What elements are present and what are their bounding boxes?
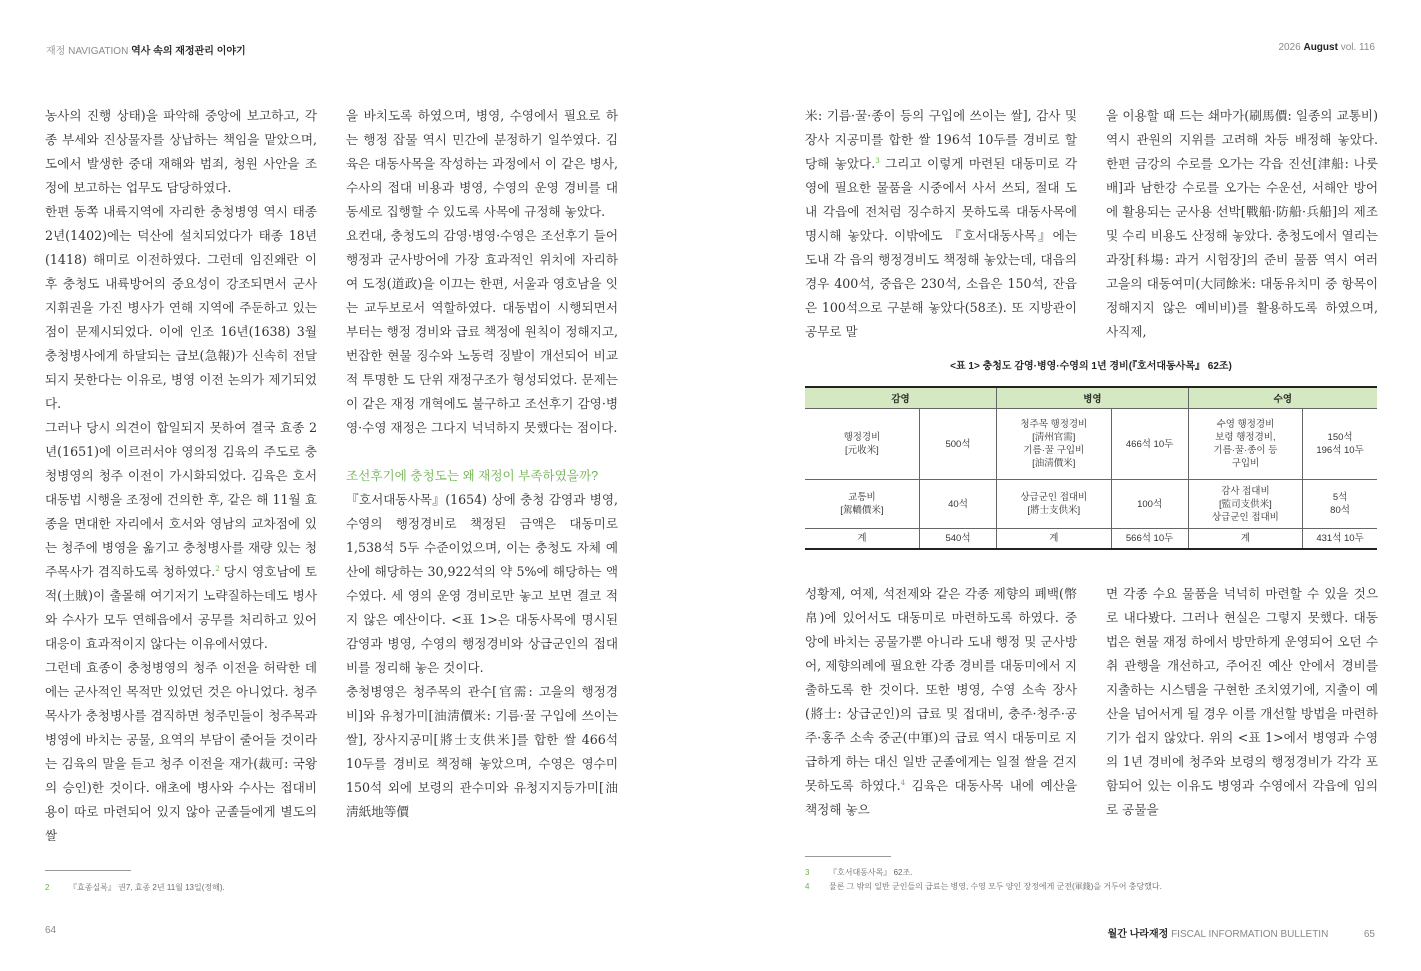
table-row [805,409,1377,480]
table-cell: 행정경비 [元收米] [805,409,919,480]
table-cell: 500석 [919,409,996,480]
table-cell: 상급군인 접대비 [將士支供米] [997,480,1111,529]
header-byeongyeong: 병영 [997,387,1189,409]
table-total-row [805,529,1377,550]
body-column-2 [346,104,618,824]
body-column-4 [1106,104,1378,344]
paragraph: 을 바치도록 하였으며, 병영, 수영에서 필요로 하는 행정 잡물 역시 민간에 분정하기 일쑤였다. 김육은 대동사목을 작성하는 과정에서 이 같은 병사, 수사의 접대 비용과 병영, 수영의 운영 경비를 대동세로 집행할 수 있도록 사목에 규정해 놓았다. [346,108,618,219]
table-cell: 40석 [919,480,996,529]
paragraph: 그러나 당시 의견이 합일되지 못하여 결국 효종 2년(1651)에 이르러서야 영의정 김육의 주도로 충청병영의 청주 이전이 가시화되었다. 김육은 호서대동법 시행을 조정에 건의한 후, 같은 해 11월 효종을 면대한 자리에서 호서와 영남의 교차점에 있는 청주에 병영을 옮기고 충청병사를 재량 있는 청주목사가 겸직하도록 청하였다.$^2$ 당시 영호남에 토적(土賊)이 출몰해 여기저기 노략질하는데도 병사와 수사가 모두 연해읍에서 공무를 처리하고 있어 대응이 효과적이지 않다는 이유에서였다. [45,420,317,651]
magazine-section: 재정 NAVIGATION [46,46,129,57]
page-number-left: 64 [45,925,57,936]
table-cell: 청주목 행정경비 [淸州官需] 기름·꿀 구입비 [油淸價米] [997,409,1111,480]
table-cell: 교통비 [駕轎價米] [805,480,919,529]
table-row [805,480,1377,529]
paragraph: 성황제, 여제, 석전제와 같은 각종 제향의 폐백(幣帛)에 있어서도 대동미로 마련하도록 하였다. 중앙에 바치는 공물가뿐 아니라 도내 행정 및 군사방어, 제향의례에 필요한 각종 경비를 대동미에서 지출하도록 한 것이다. 또한 병영, 수영 소속 장사(將士: 상급군인)의 급료 및 접대비, 충주·청주·공주·홍주 소속 중군(中軍)의 급료 역시 대동미로 지급하게 하는 대신 일반 군졸에게는 일절 쌀을 걷지 못하도록 하였다.$^4$ 김육은 대동사목 내에 예산을 책정해 놓으 [805,586,1077,817]
paragraph: 농사의 진행 상태)을 파악해 중앙에 보고하고, 각종 부세와 진상물자를 상납하는 책임을 맡았으며, 도에서 발생한 중대 재해와 범죄, 청원 사안을 조정에 보고하는 업무도 담당하였다. [45,108,317,195]
footer-right [1108,925,1375,940]
body-column-1 [45,104,317,848]
table-cell: 감사 접대비 [監司支供米] 상급군인 접대비 [1188,480,1302,529]
magazine-name-en: FISCAL INFORMATION BULLETIN [1171,929,1329,940]
table-cell: 540석 [919,529,996,550]
table-cell: 566석 10두 [1111,529,1188,550]
header-suyeong: 수영 [1188,387,1377,409]
footnote-divider [805,856,891,857]
table-cell: 수영 행정경비 보령 행정경비, 기름·꿀·종이 등 구입비 [1188,409,1302,480]
magazine-name: 월간 나라재정 [1107,929,1169,940]
footnote: 2 『효종실록』 권7, 효종 2년 11월 13일(정해). [45,883,225,892]
table-cell: 5석 80석 [1303,480,1377,529]
table-cell: 계 [1188,529,1302,550]
table-cell: 150석 196석 10두 [1303,409,1377,480]
issue-year: 2026 [1278,42,1301,53]
paragraph: 면 각종 수요 물품을 넉넉히 마련할 수 있을 것으로 내다봤다. 그러나 현실은 그렇지 못했다. 대동법은 현물 재정 하에서 방만하게 운영되어 오던 수취 관행을 개선하고, 주어진 예산 안에서 경비를 지출하는 시스템을 구현한 조치였기에, 지출이 예산을 넘어서게 될 경우 이를 개선할 방법을 마련하기가 쉽지 않았다. 위의 <표 1>에서 병영과 수영의 1년 경비에 청주와 보령의 행정경비가 각각 포함되어 있는 이유도 병영과 수영에서 각읍에 임의로 공물을 [1106,586,1378,817]
body-column-3 [805,104,1077,344]
paragraph: 한편 동쪽 내륙지역에 자리한 충청병영 역시 태종 2년(1402)에는 덕산에 설치되었다가 태종 18년(1418) 해미로 이전하였다. 그런데 임진왜란 이후 충청도 내륙방어의 중요성이 강조되면서 군사 지휘권을 가진 병사가 연해 지역에 주둔하고 있는 점이 문제시되었다. 이에 인조 16년(1638) 3월 충청병사에게 하달되는 급보(急報)가 신속히 전달되지 못한다는 이유로, 병영 이전 논의가 제기되었다. [45,204,317,411]
table-cell: 466석 10두 [1111,409,1188,480]
section-heading: 조선후기에 충청도는 왜 재정이 부족하였을까? [346,469,599,483]
running-header-right [1278,42,1375,53]
footnote-ref: 4 [900,778,906,787]
footnote-ref: 3 [875,156,880,165]
footnote: 4 물론 그 밖의 일반 군인들의 급료는 병영, 수영 모두 양인 장정에게 군전(軍錢)을 거두어 충당했다. [805,882,1162,891]
paragraph: 『호서대동사목』(1654) 상에 충청 감영과 병영, 수영의 행정경비로 책정된 금액은 대동미로 1,538석 5두 수준이었으며, 이는 충청도 자체 예산에 해당하는 30,922석의 약 5%에 해당하는 액수였다. 세 영의 운영 경비로만 놓고 보면 결코 적지 않은 예산이다. <표 1>은 대동사목에 명시된 감영과 병영, 수영의 행정경비와 상급군인의 접대비를 정리해 놓은 것이다. [346,492,618,675]
paragraph: 을 이용할 때 드는 쇄마가(刷馬價: 일종의 교통비) 역시 관원의 지위를 고려해 차등 배정해 놓았다. 한편 금강의 수로를 오가는 각읍 진선[津船: 나룻배]과 남한강 수로를 오가는 수운선, 서해안 방어에 활용되는 군사용 선박[戰船·防船·兵船]의 제조 및 수리 비용도 산정해 놓았다. 충청도에서 열리는 과장[科場: 과거 시험장]의 준비 물품 역시 여러 고을의 대동여미(大同餘米: 대동유치미 중 항목이 정해지지 않은 예비비)를 활용하도록 하였으며, 사직제, [1106,108,1378,339]
footnote-divider [45,870,131,871]
issue-month: August [1303,42,1338,53]
paragraph: 米: 기름·꿀·종이 등의 구입에 쓰이는 쌀], 감사 및 장사 지공미를 합한 쌀 196석 10두를 경비로 할당해 놓았다.$^3$ 그리고 이렇게 마련된 대동미로 각 영에 필요한 물품을 시중에서 사서 쓰되, 절대 도내 각읍에 전처럼 징수하지 못하도록 대동사목에 명시해 놓았다. 이밖에도 『호서대동사목』에는 도내 각 읍의 행정경비도 책정해 놓았는데, 대읍의 경우 400석, 중읍은 230석, 소읍은 150석, 잔읍은 100석으로 구분해 놓았다(58조). 또 지방관이 공무로 말 [805,108,1077,339]
table-cell: 100석 [1111,480,1188,529]
page-number-right: 65 [1363,929,1375,940]
table-title: <표 1> 충청도 감영·병영·수영의 1년 경비(『호서대동사목』 62조) [950,361,1232,372]
issue-volume: vol. 116 [1340,42,1375,53]
footnote: 3 『호서대동사목』 62조. [805,868,913,877]
table-cell: 431석 10두 [1303,529,1377,550]
table-cell: 계 [997,529,1111,550]
footnote-ref: 2 [215,564,220,573]
paragraph: 그런데 효종이 충청병영의 청주 이전을 허락한 데에는 군사적인 목적만 있었던 것은 아니었다. 청주목사가 충청병사를 겸직하면 청주민들이 청주목과 병영에 바치는 공물, 요역의 부담이 줄어들 것이라는 김육의 말을 듣고 청주 이전을 재가(裁可: 국왕의 승인)한 것이다. 애초에 병사와 수사는 접대비용이 따로 마련되어 있지 않아 군졸들에게 별도의 쌀 [45,660,317,843]
table-header-row [805,387,1377,409]
paragraph: 요컨대, 충청도의 감영·병영·수영은 조선후기 들어 행정과 군사방어에 가장 효과적인 위치에 자리하여 도정(道政)을 이끄는 한편, 서울과 영호남을 잇는 교두보로서 역할하였다. 대동법이 시행되면서부터는 행정 경비와 급료 책정에 원칙이 정해지고, 번잡한 현물 징수와 노동력 징발이 개선되어 비교적 투명한 도 단위 재정구조가 형성되었다. 문제는 이 같은 재정 개혁에도 불구하고 조선후기 감영·병영·수영 재정은 그다지 넉넉하지 못했다는 점이다. [346,228,618,435]
body-column-6 [1106,582,1378,822]
paragraph: 충청병영은 청주목의 관수[官需: 고을의 행정경비]와 유청가미[油淸價米: 기름·꿀 구입에 쓰이는 쌀], 장사지공미[將士支供米]를 합한 쌀 466석 10두를 경비로 책정해 놓았으며, 수영은 영수미 150석 외에 보령의 관수미와 유청지지등가미[油淸紙地等價 [346,684,618,819]
body-column-5 [805,582,1077,822]
expense-table [805,386,1377,550]
table-cell: 계 [805,529,919,550]
running-header-left [46,42,246,57]
header-gamyeong: 감영 [805,387,997,409]
article-series-title: 역사 속의 재정관리 이야기 [131,46,246,57]
